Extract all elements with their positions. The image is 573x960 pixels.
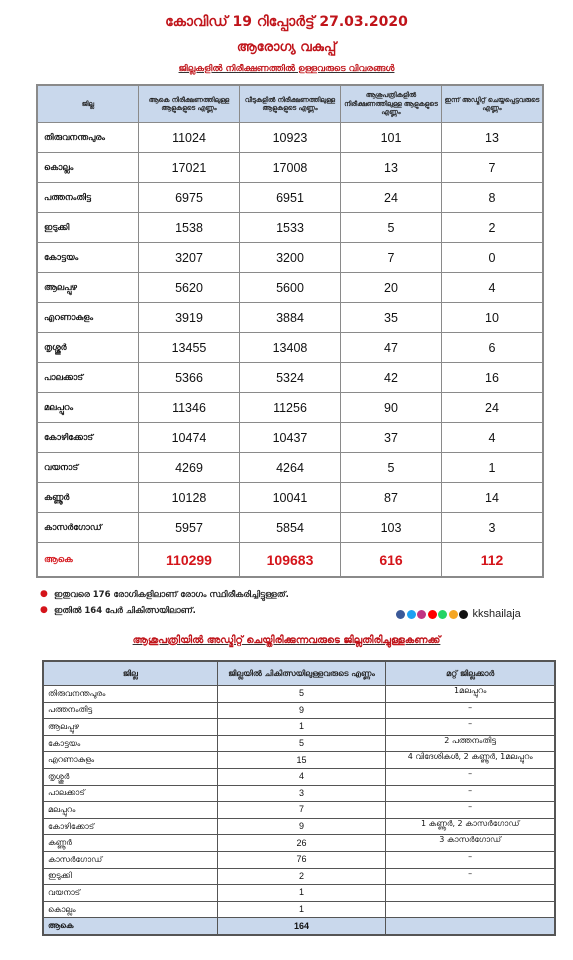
table2-row bbox=[44, 752, 555, 769]
value-cell: 17008 bbox=[240, 153, 341, 183]
count-cell: 9 bbox=[217, 818, 386, 835]
count-cell: 9 bbox=[217, 702, 386, 719]
total-label: ആകെ bbox=[38, 543, 139, 577]
count-cell: 76 bbox=[217, 851, 386, 868]
other-district-cell bbox=[386, 885, 555, 902]
tiktok-icon bbox=[459, 610, 468, 619]
table1-row bbox=[38, 123, 543, 153]
value-cell: 35 bbox=[341, 303, 442, 333]
district-cell: കോട്ടയം bbox=[38, 243, 139, 273]
district-cell: തൃശ്ശൂർ bbox=[38, 333, 139, 363]
district-cell: കണ്ണൂർ bbox=[44, 835, 218, 852]
value-cell: 16 bbox=[442, 363, 543, 393]
twitter-icon bbox=[407, 610, 416, 619]
district-cell: ആലപ്പുഴ bbox=[44, 719, 218, 736]
table2-row bbox=[44, 868, 555, 885]
value-cell: 5854 bbox=[240, 513, 341, 543]
table1-row bbox=[38, 453, 543, 483]
value-cell: 3884 bbox=[240, 303, 341, 333]
other-district-cell: 2 പത്തനംതിട്ട bbox=[386, 735, 555, 752]
table2-row bbox=[44, 851, 555, 868]
value-cell: 5600 bbox=[240, 273, 341, 303]
table2-row bbox=[44, 719, 555, 736]
table2-row bbox=[44, 901, 555, 918]
table2-total-row bbox=[44, 918, 555, 935]
value-cell: 13 bbox=[341, 153, 442, 183]
count-cell: 4 bbox=[217, 768, 386, 785]
other-district-cell: – bbox=[386, 802, 555, 819]
table1-row bbox=[38, 243, 543, 273]
report-title: കോവിഡ് 19 റിപ്പോർട്ട് 27.03.2020 bbox=[165, 14, 408, 30]
table1-row bbox=[38, 303, 543, 333]
district-cell: തിരുവനന്തപുരം bbox=[44, 686, 218, 703]
table2-row bbox=[44, 785, 555, 802]
district-cell: തൃശ്ശൂർ bbox=[44, 768, 218, 785]
value-cell: 1533 bbox=[240, 213, 341, 243]
other-district-cell: – bbox=[386, 702, 555, 719]
value-cell: 17021 bbox=[139, 153, 240, 183]
note-item: ● ഇതിൽ 164 പേർ ചികിത്സയിലാണ്. bbox=[40, 606, 400, 616]
table2-header-cell: ജില്ല bbox=[44, 662, 218, 686]
value-cell: 7 bbox=[341, 243, 442, 273]
table2-title: ആശുപത്രിയിൽ അഡ്മിറ്റ് ചെയ്തിരിക്കുന്നവരുടെ ജില്ലതിരിച്ചുള്ളകണക്ക് bbox=[132, 635, 441, 646]
district-cell: പത്തനംതിട്ട bbox=[38, 183, 139, 213]
other-district-cell: 3 കാസർഗോഡ് bbox=[386, 835, 555, 852]
table2-row bbox=[44, 818, 555, 835]
value-cell: 6975 bbox=[139, 183, 240, 213]
value-cell: 6 bbox=[442, 333, 543, 363]
value-cell: 11346 bbox=[139, 393, 240, 423]
value-cell: 13 bbox=[442, 123, 543, 153]
district-cell: കാസർഗോഡ് bbox=[44, 851, 218, 868]
total-value: 110299 bbox=[139, 543, 240, 577]
value-cell: 20 bbox=[341, 273, 442, 303]
value-cell: 5 bbox=[341, 453, 442, 483]
table2-row bbox=[44, 735, 555, 752]
other-district-cell: – bbox=[386, 851, 555, 868]
count-cell: 26 bbox=[217, 835, 386, 852]
other-district-cell: – bbox=[386, 868, 555, 885]
department-title: ആരോഗ്യ വകുപ്പ് bbox=[236, 40, 337, 55]
value-cell: 5324 bbox=[240, 363, 341, 393]
value-cell: 6951 bbox=[240, 183, 341, 213]
value-cell: 13408 bbox=[240, 333, 341, 363]
other-district-cell: – bbox=[386, 785, 555, 802]
table1-row bbox=[38, 423, 543, 453]
value-cell: 10128 bbox=[139, 483, 240, 513]
table2-row bbox=[44, 885, 555, 902]
value-cell: 10437 bbox=[240, 423, 341, 453]
district-cell: കോഴിക്കോട് bbox=[44, 818, 218, 835]
district-cell: തിരുവനന്തപുരം bbox=[38, 123, 139, 153]
table1-subtitle: ജില്ലകളിൽ നിരീക്ഷണത്തിൽ ഉള്ളവരുടെ വിവരങ്ങൾ bbox=[178, 64, 395, 74]
value-cell: 90 bbox=[341, 393, 442, 423]
value-cell: 11024 bbox=[139, 123, 240, 153]
table2-row bbox=[44, 835, 555, 852]
table1-row bbox=[38, 483, 543, 513]
district-cell: കാസർഗോഡ് bbox=[38, 513, 139, 543]
value-cell: 4 bbox=[442, 273, 543, 303]
table1-total-row bbox=[38, 543, 543, 577]
value-cell: 11256 bbox=[240, 393, 341, 423]
table1-row bbox=[38, 363, 543, 393]
value-cell: 101 bbox=[341, 123, 442, 153]
table2-row bbox=[44, 702, 555, 719]
district-cell: കൊല്ലം bbox=[38, 153, 139, 183]
district-cell: കണ്ണൂർ bbox=[38, 483, 139, 513]
facebook-icon bbox=[396, 610, 405, 619]
value-cell: 5620 bbox=[139, 273, 240, 303]
value-cell: 5957 bbox=[139, 513, 240, 543]
count-cell: 5 bbox=[217, 735, 386, 752]
district-cell: എറണാകുളം bbox=[38, 303, 139, 333]
value-cell: 1 bbox=[442, 453, 543, 483]
total-value: 109683 bbox=[240, 543, 341, 577]
district-cell: പത്തനംതിട്ട bbox=[44, 702, 218, 719]
table2-header-cell: ജില്ലയിൽ ചികിത്സയിലുള്ളവരുടെ എണ്ണം bbox=[217, 662, 386, 686]
value-cell: 5 bbox=[341, 213, 442, 243]
count-cell: 1 bbox=[217, 901, 386, 918]
social-handles bbox=[396, 604, 521, 623]
table1-row bbox=[38, 183, 543, 213]
district-cell: കൊല്ലം bbox=[44, 901, 218, 918]
value-cell: 5366 bbox=[139, 363, 240, 393]
total-value: 112 bbox=[442, 543, 543, 577]
telegram-icon bbox=[449, 610, 458, 619]
value-cell: 2 bbox=[442, 213, 543, 243]
value-cell: 37 bbox=[341, 423, 442, 453]
total-value: 616 bbox=[341, 543, 442, 577]
youtube-icon bbox=[428, 610, 437, 619]
value-cell: 3919 bbox=[139, 303, 240, 333]
table2-row bbox=[44, 802, 555, 819]
table1-header-cell: ജില്ല bbox=[38, 86, 139, 123]
district-cell: വയനാട് bbox=[44, 885, 218, 902]
table1-row bbox=[38, 513, 543, 543]
other-district-cell bbox=[386, 901, 555, 918]
value-cell: 4264 bbox=[240, 453, 341, 483]
notes-list bbox=[40, 590, 400, 622]
value-cell: 10923 bbox=[240, 123, 341, 153]
social-handle: kkshailaja bbox=[472, 607, 521, 620]
district-cell: എറണാകുളം bbox=[44, 752, 218, 769]
district-cell: കോട്ടയം bbox=[44, 735, 218, 752]
table1-header-cell: ആശുപത്രികളിൽ നിരീക്ഷണത്തിലുള്ള ആളുകളുടെ എണ്ണം bbox=[341, 86, 442, 123]
district-cell: ഇടുക്കി bbox=[44, 868, 218, 885]
value-cell: 3200 bbox=[240, 243, 341, 273]
instagram-icon bbox=[417, 610, 426, 619]
note-item: ● ഇതുവരെ 176 രോഗികളിലാണ് രോഗം സ്ഥിരീകരിച്ചിട്ടുള്ളത്. bbox=[40, 590, 400, 600]
value-cell: 10041 bbox=[240, 483, 341, 513]
value-cell: 0 bbox=[442, 243, 543, 273]
district-cell: മലപ്പുറം bbox=[38, 393, 139, 423]
table1-row bbox=[38, 393, 543, 423]
value-cell: 4 bbox=[442, 423, 543, 453]
count-cell: 3 bbox=[217, 785, 386, 802]
value-cell: 103 bbox=[341, 513, 442, 543]
value-cell: 10474 bbox=[139, 423, 240, 453]
value-cell: 1538 bbox=[139, 213, 240, 243]
table1-header-cell: ഇന്ന് അഡ്മിറ്റ് ചെയ്യപ്പെട്ടവരുടെ എണ്ണം bbox=[442, 86, 543, 123]
value-cell: 24 bbox=[442, 393, 543, 423]
table1-row bbox=[38, 333, 543, 363]
value-cell: 47 bbox=[341, 333, 442, 363]
district-cell: വയനാട് bbox=[38, 453, 139, 483]
value-cell: 3207 bbox=[139, 243, 240, 273]
value-cell: 4269 bbox=[139, 453, 240, 483]
district-cell: മലപ്പുറം bbox=[44, 802, 218, 819]
value-cell: 3 bbox=[442, 513, 543, 543]
whatsapp-icon bbox=[438, 610, 447, 619]
value-cell: 10 bbox=[442, 303, 543, 333]
count-cell: 1 bbox=[217, 719, 386, 736]
observation-table bbox=[36, 84, 544, 578]
district-cell: ആലപ്പുഴ bbox=[38, 273, 139, 303]
count-cell: 2 bbox=[217, 868, 386, 885]
count-cell: 1 bbox=[217, 885, 386, 902]
other-district-cell: – bbox=[386, 719, 555, 736]
district-cell: പാലക്കാട് bbox=[44, 785, 218, 802]
count-cell: 15 bbox=[217, 752, 386, 769]
district-cell: പാലക്കാട് bbox=[38, 363, 139, 393]
table2-header-cell: മറ്റ് ജില്ലക്കാർ bbox=[386, 662, 555, 686]
value-cell: 42 bbox=[341, 363, 442, 393]
table1-header-cell: വീടുകളിൽ നിരീക്ഷണത്തിലുള്ള ആളുകളുടെ എണ്ണം bbox=[240, 86, 341, 123]
district-cell: കോഴിക്കോട് bbox=[38, 423, 139, 453]
value-cell: 13455 bbox=[139, 333, 240, 363]
count-cell: 5 bbox=[217, 686, 386, 703]
value-cell: 87 bbox=[341, 483, 442, 513]
other-district-cell: 1 കണ്ണൂർ, 2 കാസർഗോഡ് bbox=[386, 818, 555, 835]
district-cell: ഇടുക്കി bbox=[38, 213, 139, 243]
total-value bbox=[386, 918, 555, 935]
total-value: 164 bbox=[217, 918, 386, 935]
table2-row bbox=[44, 686, 555, 703]
table1-row bbox=[38, 213, 543, 243]
value-cell: 7 bbox=[442, 153, 543, 183]
table1-row bbox=[38, 273, 543, 303]
value-cell: 8 bbox=[442, 183, 543, 213]
table2-row bbox=[44, 768, 555, 785]
value-cell: 14 bbox=[442, 483, 543, 513]
total-label: ആകെ bbox=[44, 918, 218, 935]
other-district-cell: – bbox=[386, 768, 555, 785]
count-cell: 7 bbox=[217, 802, 386, 819]
other-district-cell: 4 വിദേശികൾ, 2 കണ്ണൂർ, 1മലപ്പുറം bbox=[386, 752, 555, 769]
other-district-cell: 1മലപ്പുറം bbox=[386, 686, 555, 703]
value-cell: 24 bbox=[341, 183, 442, 213]
hospital-admission-table bbox=[42, 660, 556, 936]
table1-row bbox=[38, 153, 543, 183]
table1-header-cell: ആകെ നിരീക്ഷണത്തിലുള്ള ആളുകളുടെ എണ്ണം bbox=[139, 86, 240, 123]
